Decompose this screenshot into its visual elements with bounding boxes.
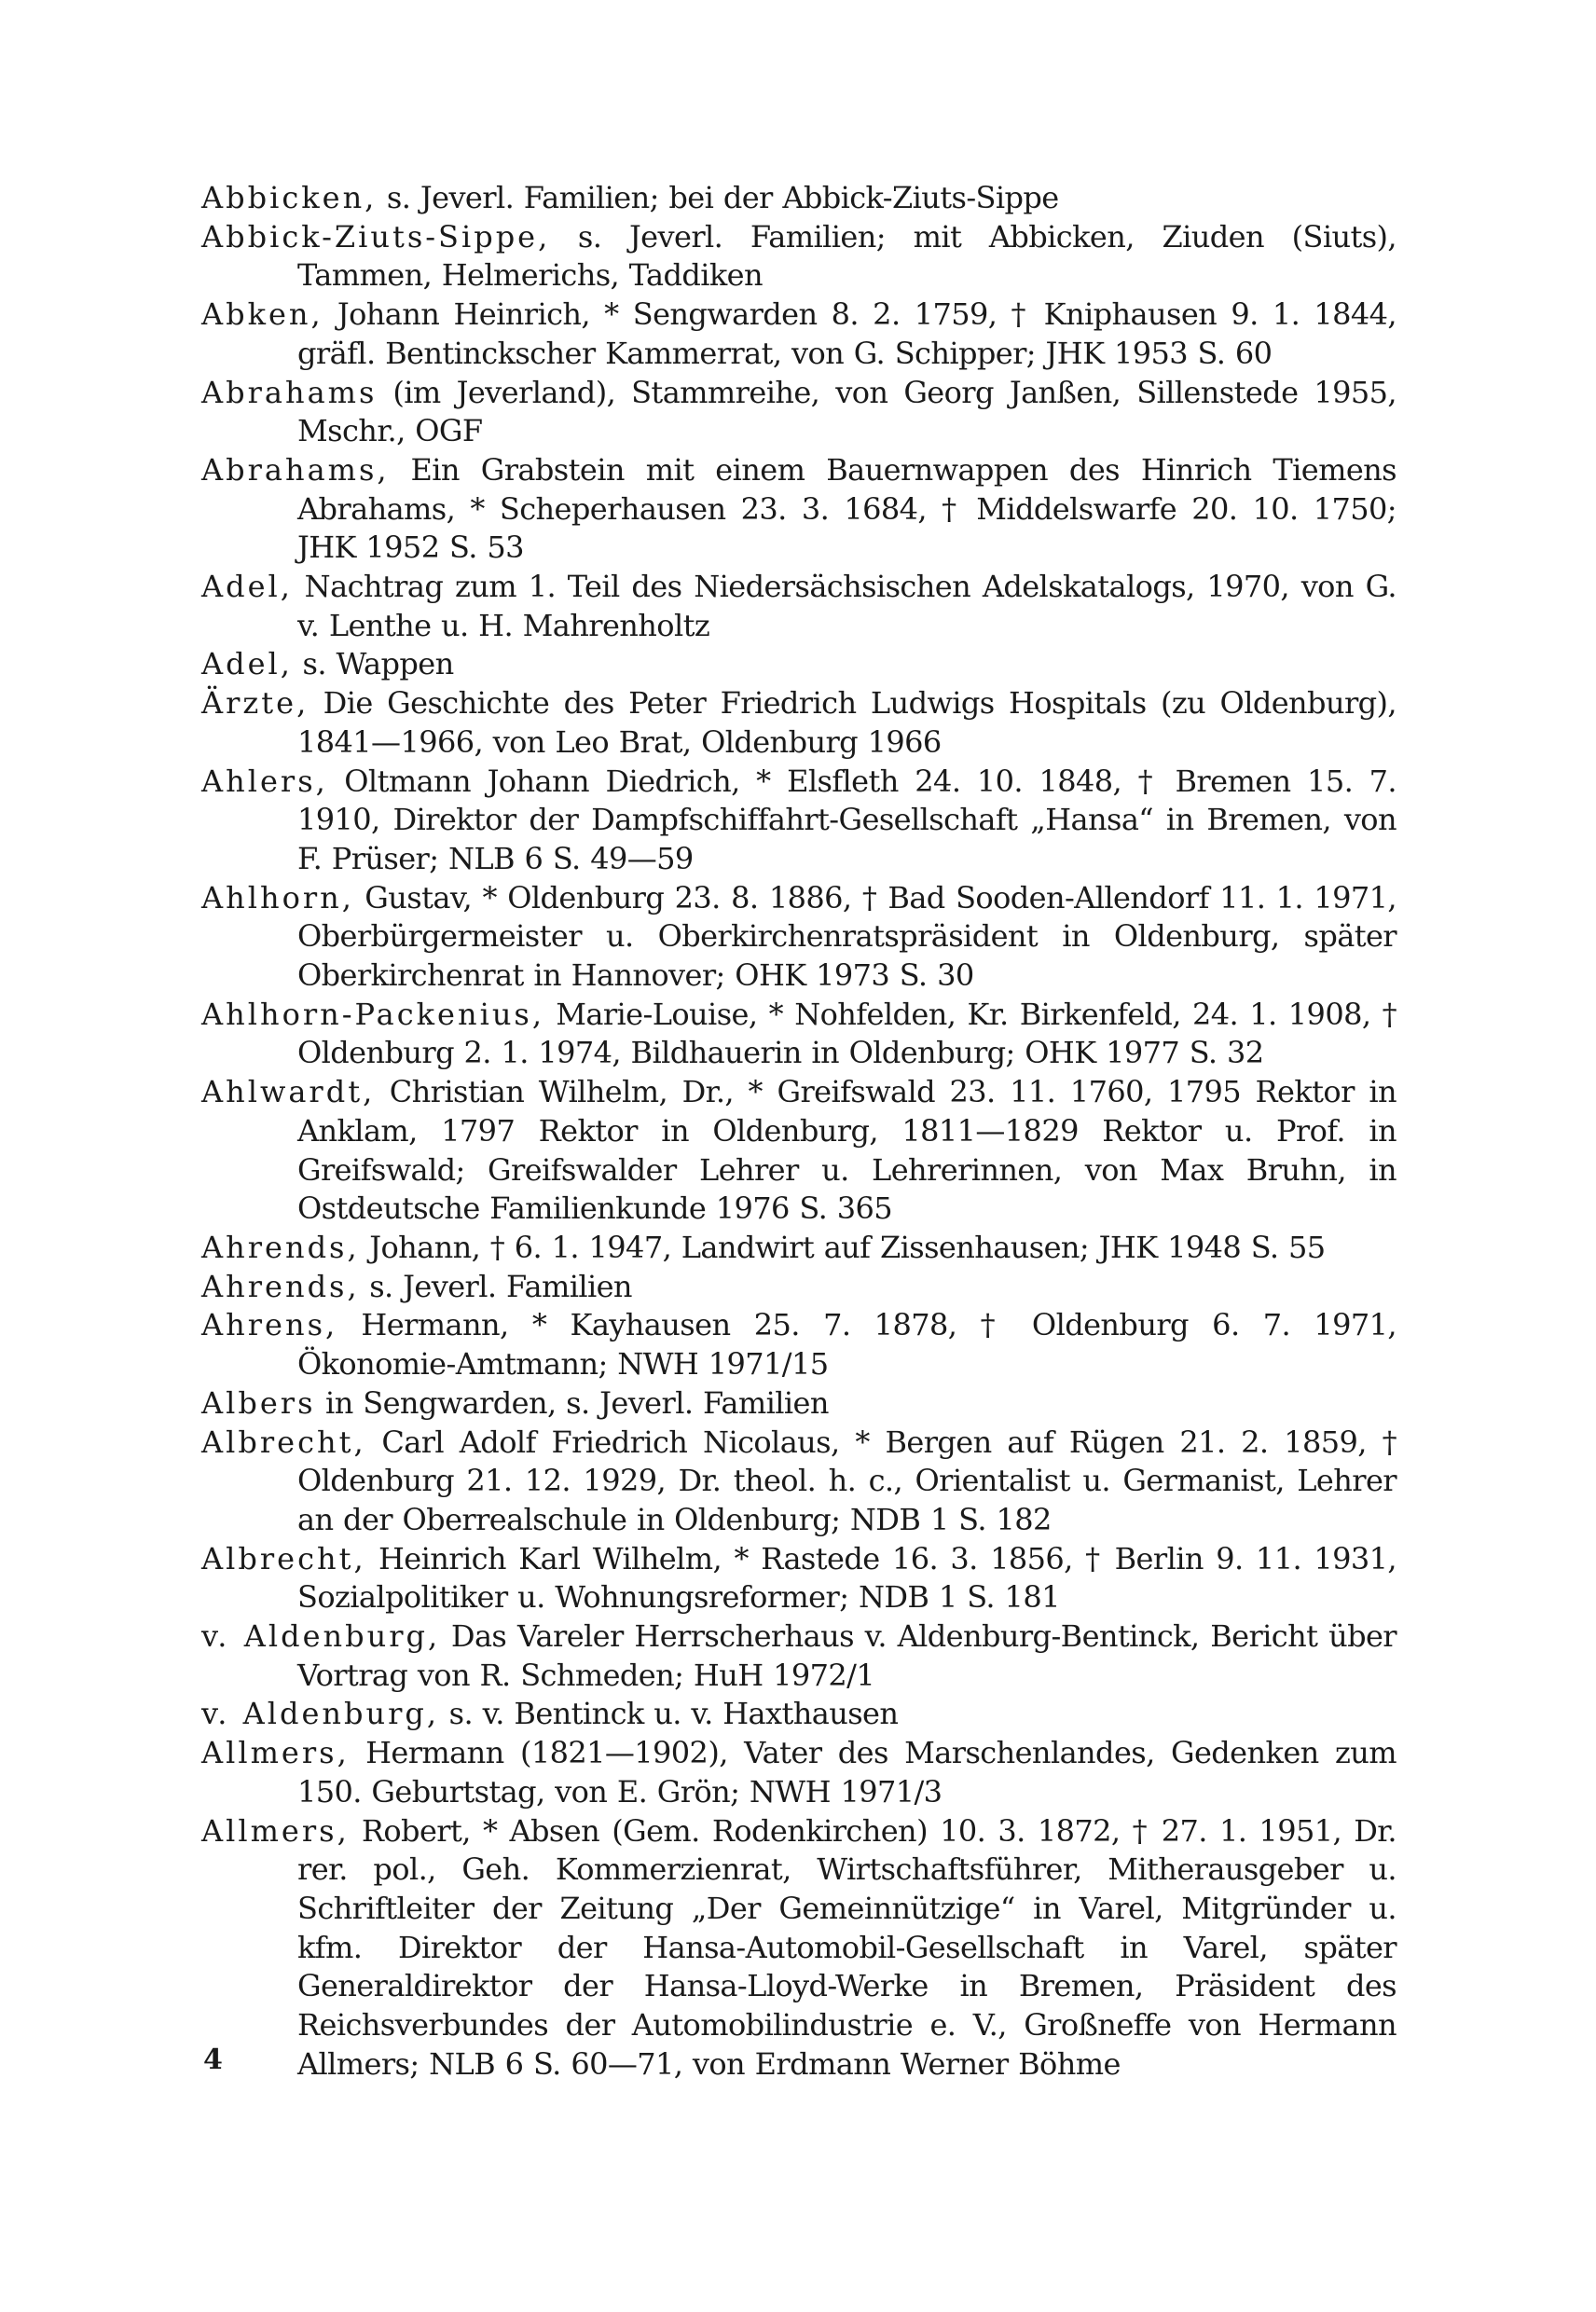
entry-headword: Ahlers, — [201, 763, 328, 799]
entry-text: Oltmann Johann Diedrich, * Elsfleth 24. 10. 1848, † Bremen 15. 7. 1910, Direktor der Dampfschiffahrt-Gesellschaft „Hansa“ in Bremen, von F. Prüser; NLB 6 S. 49—59 — [297, 763, 1396, 876]
entry-text: Hermann (1821—1902), Vater des Marschenlandes, Gedenken zum 150. Geburtstag, von E. Grön; NWH 1971/3 — [297, 1735, 1396, 1810]
entry-text: Christian Wilhelm, Dr., * Greifswald 23. 11. 1760, 1795 Rektor in Anklam, 1797 Rektor in Oldenburg, 1811—1829 Rektor u. Prof. in Greifswald; Greifswalder Lehrer u. Lehrerinnen, von Max Bruhn, in Ostdeutsche Familienkunde 1976 S. 365 — [297, 1074, 1396, 1227]
entry-headword: Ahrends, — [201, 1229, 360, 1265]
entry-text: Johann, † 6. 1. 1947, Landwirt auf Zissenhausen; JHK 1948 S. 55 — [359, 1229, 1326, 1265]
entry-headword: Abken, — [201, 296, 323, 333]
register-entry — [201, 1540, 1396, 1617]
register-entry — [201, 684, 1396, 762]
entry-text: (im Jeverland), Stammreihe, von Georg Janßen, Sillenstede 1955, Mschr., OGF — [297, 374, 1396, 449]
entry-headword: Allmers, — [201, 1735, 350, 1771]
entry-headword: Albrecht, — [201, 1424, 366, 1460]
entry-text: Hermann, * Kayhausen 25. 7. 1878, † Oldenburg 6. 7. 1971, Ökonomie-Amtmann; NWH 1971/15 — [297, 1307, 1396, 1383]
register-entry — [201, 1384, 1396, 1424]
register-entry — [201, 1424, 1396, 1540]
entry-headword: Albrecht, — [201, 1540, 366, 1576]
register-entry — [201, 218, 1396, 296]
entry-text: Ein Grabstein mit einem Bauernwappen des Hinrich Tiemens Abrahams, * Scheperhausen 23. 3. 1684, † Middelswarfe 20. 10. 1750; JHK 1952 S. 53 — [297, 451, 1396, 566]
entry-text: s. Jeverl. Familien; mit Abbicken, Ziuden (Siuts), Tammen, Helmerichs, Taddiken — [297, 218, 1396, 294]
entry-text: Das Vareler Herrscherhaus v. Aldenburg-Bentinck, Bericht über Vortrag von R. Schmeden; HuH 1972/1 — [297, 1618, 1397, 1693]
entry-headword: Abrahams — [201, 374, 378, 410]
entry-text: s. v. Bentinck u. v. Haxthausen — [439, 1696, 899, 1732]
entry-headword: Adel, — [201, 646, 293, 682]
entry-text: Johann Heinrich, * Sengwarden 8. 2. 1759, † Kniphausen 9. 1. 1844, gräfl. Bentinckscher Kammerrat, von G. Schipper; JHK 1953 S. 60 — [297, 296, 1396, 371]
entry-text: s. Jeverl. Familien; bei der Abbick-Ziuts-Sippe — [377, 180, 1059, 215]
entry-headword: Ärzte, — [201, 685, 310, 722]
entry-headword: Allmers, — [201, 1812, 350, 1849]
register-entry — [201, 996, 1396, 1073]
register-page — [201, 179, 1396, 2084]
register-entry — [201, 1812, 1396, 2085]
entry-text: Robert, * Absen (Gem. Rodenkirchen) 10. 3. 1872, † 27. 1. 1951, Dr. rer. pol., Geh. Kommerzienrat, Wirtschaftsführer, Mitherausgeber u. Schriftleiter der Zeitung „Der Gemeinnützige“ in Varel, Mitgründer u. kfm. Direktor der Hansa-Automobil-Gesellschaft in Varel, später Generaldirektor der Hansa-Lloyd-Werke in Bremen, Präsident des Reichsverbundes der Automobilindustrie e. V., Großneffe von Hermann Allmers; NLB 6 S. 60—71, von Erdmann Werner Böhme — [297, 1812, 1396, 2082]
register-entry — [201, 879, 1396, 996]
register-entry — [201, 179, 1396, 218]
register-entry — [201, 1306, 1396, 1383]
entry-headword: Ahlwardt, — [201, 1074, 376, 1110]
register-entry — [201, 296, 1396, 373]
page-number: 4 — [203, 2044, 223, 2076]
entry-text: in Sengwarden, s. Jeverl. Familien — [315, 1384, 829, 1421]
register-entry — [201, 1073, 1396, 1229]
register-entry — [201, 1617, 1396, 1695]
entry-headword: Abbick-Ziuts-Sippe, — [201, 218, 551, 255]
register-entry — [201, 763, 1396, 879]
entry-text: Marie-Louise, * Nohfelden, Kr. Birkenfeld, 24. 1. 1908, † Oldenburg 2. 1. 1974, Bildhauerin in Oldenburg; OHK 1977 S. 32 — [297, 996, 1396, 1071]
entry-text: Gustav, * Oldenburg 23. 8. 1886, † Bad Sooden-Allendorf 11. 1. 1971, Oberbürgermeister u. Oberkirchenratspräsident in Oldenburg, später Oberkirchenrat in Hannover; OHK 1973 S. 30 — [297, 879, 1396, 994]
entry-headword: Albers — [201, 1384, 316, 1421]
entry-text: s. Wappen — [292, 646, 454, 682]
entry-text: Carl Adolf Friedrich Nicolaus, * Bergen auf Rügen 21. 2. 1859, † Oldenburg 21. 12. 1929, Dr. theol. h. c., Orientalist u. Germanist, Lehrer an der Oberrealschule in Oldenburg; NDB 1 S. 182 — [297, 1424, 1396, 1537]
entry-headword: Ahrends, — [201, 1268, 360, 1304]
entry-text: s. Jeverl. Familien — [359, 1268, 632, 1304]
register-entry — [201, 1695, 1396, 1734]
entry-headword: Ahlhorn, — [201, 879, 354, 915]
register-entry — [201, 1734, 1396, 1811]
entry-text: Die Geschichte des Peter Friedrich Ludwigs Hospitals (zu Oldenburg), 1841—1966, von Leo Brat, Oldenburg 1966 — [297, 685, 1396, 760]
register-entry — [201, 374, 1396, 451]
register-entry — [201, 1229, 1396, 1268]
register-entry — [201, 451, 1396, 568]
entry-headword: v. Aldenburg, — [201, 1618, 441, 1655]
entry-text: Heinrich Karl Wilhelm, * Rastede 16. 3. 1856, † Berlin 9. 11. 1931, Sozialpolitiker u. Wohnungsreformer; NDB 1 S. 181 — [297, 1540, 1396, 1616]
register-entry — [201, 568, 1396, 645]
entry-headword: Adel, — [201, 569, 293, 605]
register-entry — [201, 1268, 1396, 1307]
entry-headword: Ahrens, — [201, 1307, 338, 1343]
entry-headword: Ahlhorn-Packenius, — [201, 996, 545, 1032]
entry-headword: Abrahams, — [201, 451, 390, 488]
entry-headword: v. Aldenburg, — [201, 1696, 440, 1732]
entry-headword: Abbicken, — [201, 180, 378, 215]
entry-text: Nachtrag zum 1. Teil des Niedersächsischen Adelskatalogs, 1970, von G. v. Lenthe u. H. Mahrenholtz — [292, 569, 1396, 643]
register-entry — [201, 645, 1396, 684]
